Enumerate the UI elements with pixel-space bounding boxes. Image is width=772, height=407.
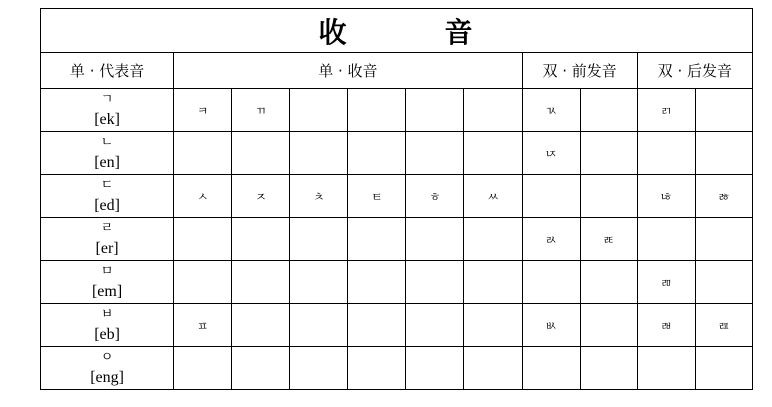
single-batchim-cell [290,304,348,347]
single-batchim-cell [290,347,348,390]
single-batchim-cell: ㅈ [232,175,290,218]
representative-cell [41,347,174,390]
single-batchim-cell: ㅎ [406,175,464,218]
romanization-label: [er] [95,240,119,257]
header-double-front: 双 · 前发音 [522,53,637,89]
single-batchim-cell [406,261,464,304]
single-batchim-cell: ㅆ [464,175,522,218]
representative-cell [41,89,174,132]
single-batchim-cell: ㅅ [174,175,232,218]
title-char-right: 音 [444,15,475,49]
romanization-label: [ek] [94,111,120,128]
jamo-label: ㄱ [100,92,114,107]
single-batchim-cell [290,218,348,261]
single-batchim-cell [464,304,522,347]
single-batchim-cell [174,132,232,175]
double-back-cell [695,89,752,132]
table-row [41,261,753,304]
single-batchim-cell [464,261,522,304]
double-front-cell [580,89,637,132]
table-row [41,132,753,175]
single-batchim-cell [232,347,290,390]
single-batchim-cell [232,132,290,175]
single-batchim-cell [232,218,290,261]
table-row [41,347,753,390]
jamo-label: ㅂ [100,307,114,322]
representative-cell [41,132,174,175]
romanization-label: [ed] [94,197,120,214]
single-batchim-cell [348,89,406,132]
single-batchim-cell [348,218,406,261]
double-back-cell: ㄼ [637,304,695,347]
single-batchim-cell [348,261,406,304]
double-back-cell [695,347,752,390]
double-front-cell [580,132,637,175]
single-batchim-cell: ㅋ [174,89,232,132]
table-row [41,175,753,218]
single-batchim-cell [232,304,290,347]
double-back-cell [695,261,752,304]
single-batchim-cell [348,132,406,175]
double-front-cell: ㄽ [522,218,580,261]
batchim-table [40,8,753,390]
table-body [41,89,753,390]
double-back-cell [637,132,695,175]
header-single: 单 · 收音 [174,53,522,89]
single-batchim-cell: ㅍ [174,304,232,347]
romanization-label: [em] [91,283,123,300]
header-representative: 单 · 代表音 [41,53,174,89]
double-back-cell [695,132,752,175]
single-batchim-cell [290,89,348,132]
double-back-cell [637,218,695,261]
double-back-cell: ㄿ [695,304,752,347]
double-front-cell [580,175,637,218]
table-row [41,218,753,261]
single-batchim-cell: ㅊ [290,175,348,218]
double-back-cell [637,347,695,390]
single-batchim-cell: ㄲ [232,89,290,132]
table-row [41,304,753,347]
single-batchim-cell [406,218,464,261]
romanization-label: [eng] [90,369,124,386]
single-batchim-cell [174,218,232,261]
double-front-cell: ㅄ [522,304,580,347]
table-title [41,9,753,53]
single-batchim-cell [406,89,464,132]
jamo-label: ㄹ [100,221,114,236]
single-batchim-cell [290,132,348,175]
single-batchim-cell [464,132,522,175]
double-back-cell: ㄶ [637,175,695,218]
single-batchim-cell [348,347,406,390]
jamo-label: ㄷ [100,178,114,193]
double-back-cell [695,218,752,261]
single-batchim-cell [174,347,232,390]
representative-cell [41,218,174,261]
single-batchim-cell [464,89,522,132]
single-batchim-cell [290,261,348,304]
representative-cell [41,261,174,304]
single-batchim-cell [348,304,406,347]
double-front-cell: ㄵ [522,132,580,175]
header-double-back: 双 · 后发音 [637,53,752,89]
single-batchim-cell [464,218,522,261]
double-front-cell [580,304,637,347]
title-char-left: 收 [318,15,349,49]
single-batchim-cell: ㅌ [348,175,406,218]
romanization-label: [en] [94,154,120,171]
single-batchim-cell [174,261,232,304]
double-back-cell: ㄻ [637,261,695,304]
table-row [41,89,753,132]
jamo-label: ㅇ [100,350,114,365]
single-batchim-cell [464,347,522,390]
double-front-cell [580,261,637,304]
single-batchim-cell [406,304,464,347]
single-batchim-cell [406,347,464,390]
double-front-cell [522,261,580,304]
double-front-cell: ㄾ [580,218,637,261]
double-front-cell [580,347,637,390]
representative-cell [41,304,174,347]
double-back-cell: ㄺ [637,89,695,132]
double-front-cell [522,347,580,390]
single-batchim-cell [232,261,290,304]
single-batchim-cell [406,132,464,175]
romanization-label: [eb] [94,326,120,343]
jamo-label: ㄴ [100,135,114,150]
double-back-cell: ㅀ [695,175,752,218]
jamo-label: ㅁ [100,264,114,279]
double-front-cell [522,175,580,218]
double-front-cell: ㄳ [522,89,580,132]
representative-cell [41,175,174,218]
